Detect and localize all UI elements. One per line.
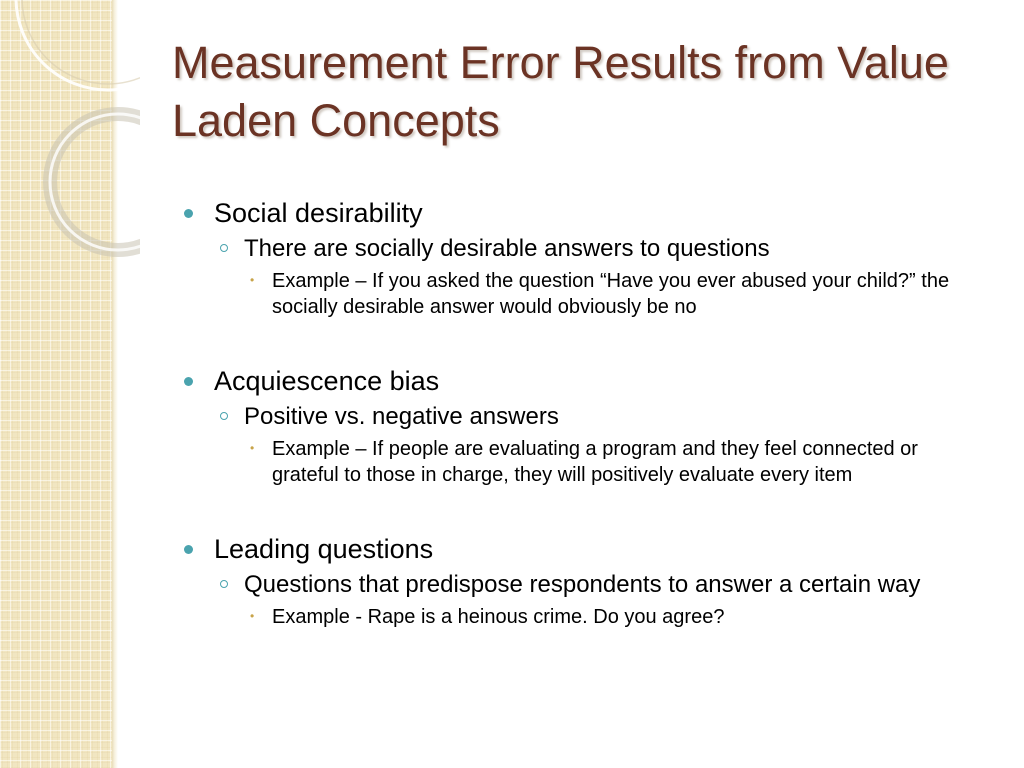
deco-ring-top-inner [22, 0, 140, 84]
filled-circle-bullet-icon [184, 209, 193, 218]
bullet-level1-acquiescence-bias [180, 364, 990, 398]
hollow-circle-bullet-icon [220, 580, 228, 588]
bullet-level3 [180, 436, 990, 488]
filled-circle-bullet-icon [184, 545, 193, 554]
spacer [180, 488, 990, 532]
slide-title: Measurement Error Results from Value Laden Concepts [172, 37, 949, 146]
bullet-text: Positive vs. negative answers [244, 403, 559, 430]
bullet-text: Acquiescence bias [214, 366, 440, 396]
bullet-level2 [180, 570, 990, 600]
small-dot-bullet-icon: • [250, 273, 255, 287]
bullet-text: Example – If you asked the question “Have you ever abused your child?” the socially desirable answer would obviously be no [272, 270, 950, 318]
hollow-circle-bullet-icon [220, 412, 228, 420]
bullet-level3 [180, 268, 990, 320]
spacer [180, 320, 990, 364]
decorative-rings-graphic [0, 0, 140, 300]
bullet-text: Leading questions [214, 534, 434, 564]
bullet-level1-leading-questions [180, 532, 990, 566]
bullet-level1-social-desirability [180, 196, 990, 230]
small-dot-bullet-icon: • [250, 441, 255, 455]
bullet-content [180, 196, 990, 630]
bullet-level2 [180, 234, 990, 264]
small-dot-bullet-icon: • [250, 609, 255, 623]
hollow-circle-bullet-icon [220, 244, 228, 252]
bullet-level3 [180, 604, 990, 630]
bullet-text: Example - Rape is a heinous crime. Do you agree? [272, 606, 725, 628]
deco-ring-middle [50, 114, 140, 250]
bullet-text: Social desirability [214, 198, 423, 228]
bullet-text: There are socially desirable answers to questions [244, 235, 770, 262]
bullet-text: Example – If people are evaluating a program and they feel connected or grateful to those in charge, they will positively evaluate every item [272, 438, 918, 486]
deco-ring-top [16, 0, 140, 90]
filled-circle-bullet-icon [184, 377, 193, 386]
bullet-text: Questions that predispose respondents to answer a certain way [244, 571, 921, 598]
bullet-level2 [180, 402, 990, 432]
